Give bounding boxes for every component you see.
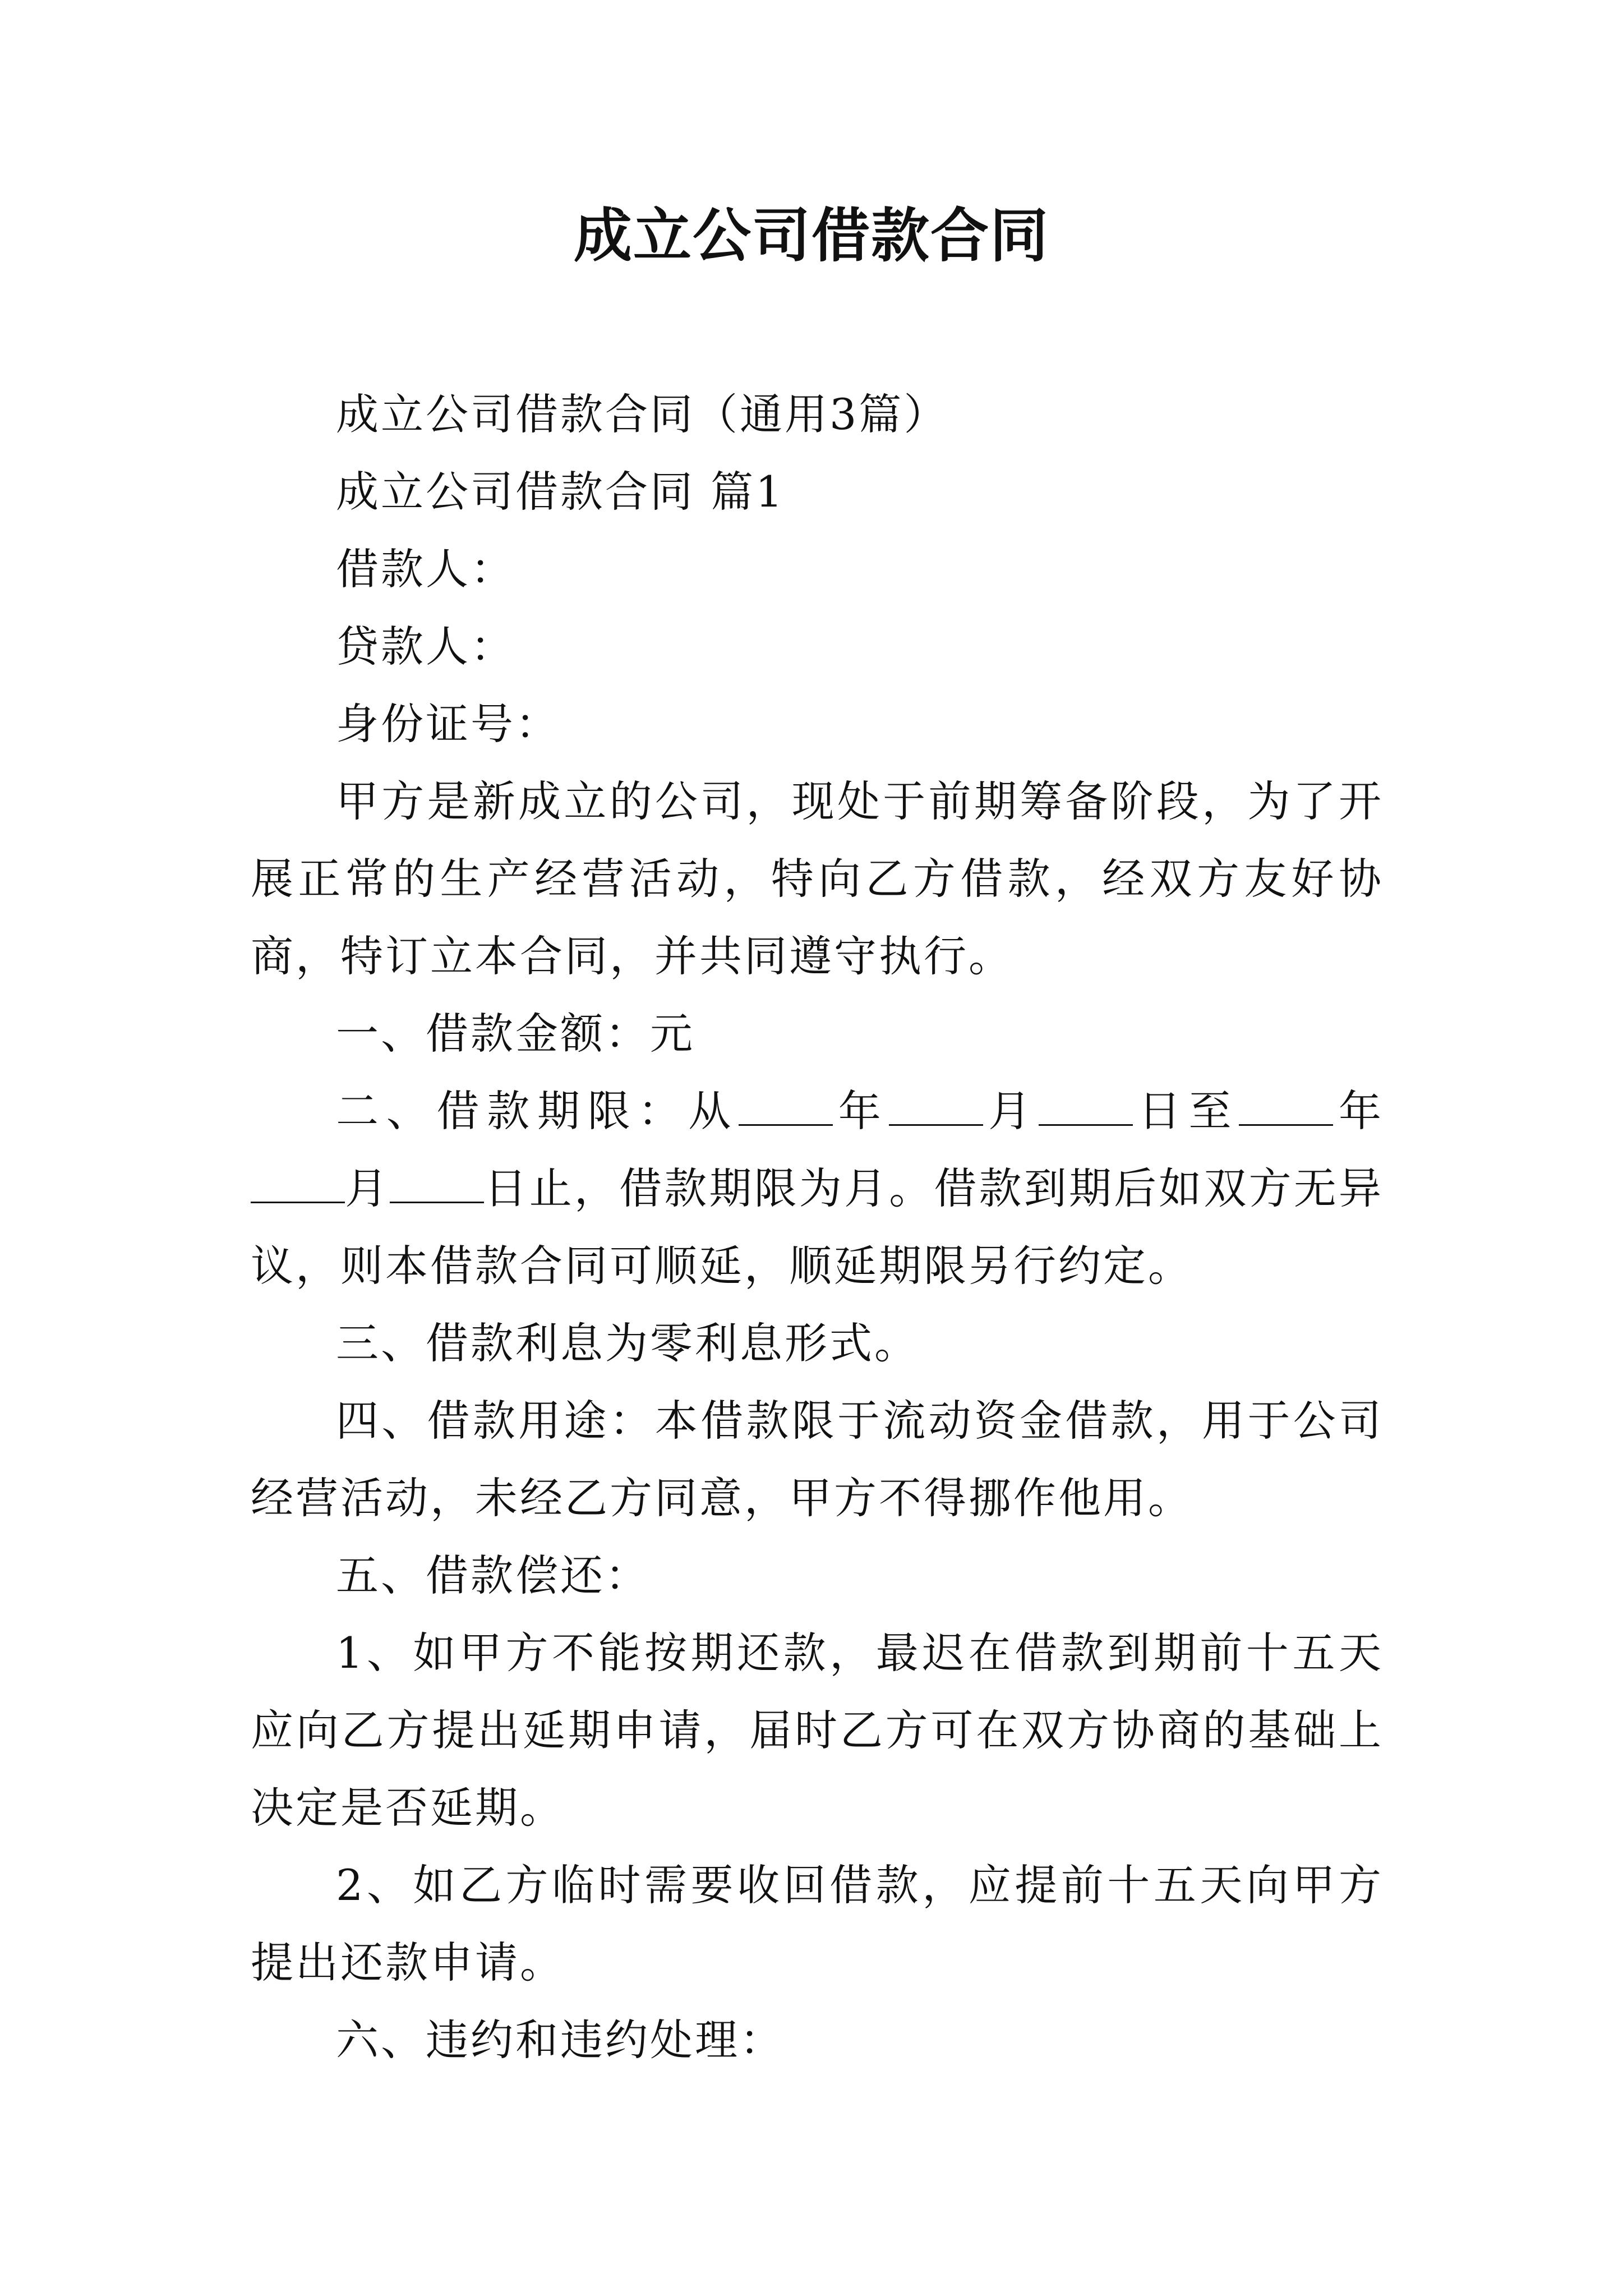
paragraph-borrower: 借款人： [336, 544, 515, 594]
blank-field [889, 1085, 983, 1126]
paragraph-breach: 六、违约和违约处理： [336, 2015, 785, 2065]
paragraph-repayment-2: 2、如乙方临时需要收回借款，应提前十五天向甲方提出还款申请。 [251, 1860, 1384, 1987]
paragraph-interest: 三、借款利息为零利息形式。 [336, 1318, 919, 1368]
paragraph-section-1: 成立公司借款合同 篇1 [336, 467, 785, 517]
blank-field [1239, 1085, 1333, 1126]
paragraph-repayment-1: 1、如甲方不能按期还款，最迟在借款到期前十五天应向乙方提出延期申请，届时乙方可在双方协商的基础上决定是否延期。 [251, 1628, 1384, 1833]
loan-term-label: 二、借款期限：从 [336, 1086, 739, 1136]
blank-field [390, 1162, 484, 1203]
paragraph-loan-term [251, 1073, 1384, 1305]
blank-field [739, 1085, 833, 1126]
paragraph-heading: 成立公司借款合同（通用3篇） [336, 389, 949, 439]
paragraph-loan-amount: 一、借款金额：元 [336, 1009, 695, 1059]
loan-term-day-to: 日至 [1133, 1086, 1239, 1136]
loan-term-rest: 日止，借款期限为月。借款到期后如双方无异议，则本借款合同可顺延，顺延期限另行约定。 [251, 1163, 1384, 1291]
paragraph-lender: 贷款人： [336, 622, 515, 671]
paragraph-preamble: 甲方是新成立的公司，现处于前期筹备阶段，为了开展正常的生产经营活动，特向乙方借款，经双方友好协商，特订立本合同，并共同遵守执行。 [251, 776, 1384, 981]
loan-term-year: 年 [833, 1086, 889, 1136]
loan-term-month: 月 [983, 1086, 1039, 1136]
document-title: 成立公司借款合同 [573, 201, 1049, 270]
paragraph-purpose: 四、借款用途：本借款限于流动资金借款，用于公司经营活动，未经乙方同意，甲方不得挪作他用。 [251, 1396, 1384, 1523]
blank-field [251, 1162, 345, 1203]
document-body [251, 376, 1384, 2079]
loan-term-month-end: 月 [345, 1163, 390, 1213]
paragraph-repayment: 五、借款偿还： [336, 1550, 650, 1600]
blank-field [1039, 1085, 1133, 1126]
paragraph-id-number: 身份证号： [336, 699, 560, 749]
loan-term-year-end: 年 [1333, 1086, 1384, 1136]
